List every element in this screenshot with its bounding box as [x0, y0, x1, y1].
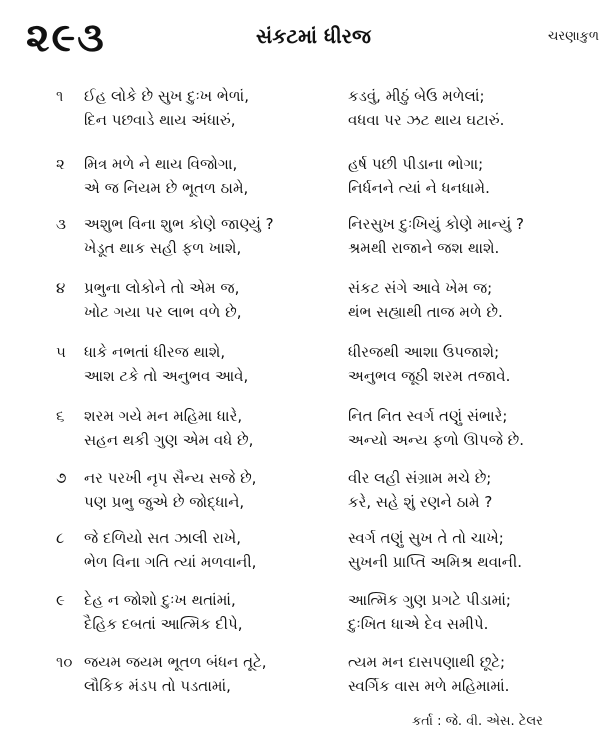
- tune-name: ચરણાકુળ: [548, 29, 599, 44]
- verse-line: [0, 300, 600, 324]
- verse-line: [0, 340, 600, 364]
- verse-line: [0, 276, 600, 300]
- verse-line: [0, 364, 600, 388]
- verse-line-left: પણ પ્રભુ જુએ છે જોદ્ધાને,: [84, 493, 245, 511]
- verse-line-right: કડવું, મીઠું બેઉ મળેલાં;: [348, 87, 485, 105]
- verse-line-right: દુઃખિત ધાએ દેવ સમીપે.: [348, 615, 489, 633]
- verse-number: ૪: [56, 279, 66, 297]
- verse-line-left: ખોટ ગયા પર લાભ વળે છે,: [84, 303, 242, 321]
- verse-number: ૧: [56, 87, 64, 105]
- verse-line-left: પ્રભુના લોકોને તો એમ જ,: [84, 279, 240, 297]
- author-credit: કર્તા : જે. વી. એસ. ટેલર: [412, 714, 543, 729]
- verse-number: ૬: [56, 407, 65, 425]
- verse-line-right: ત્યમ મન દાસપણાથી છૂટે;: [348, 653, 506, 671]
- hymn-title: સંકટમાં ધીરજ: [256, 24, 371, 48]
- verse-number: ૨: [56, 155, 65, 173]
- hymn-number: ૨૯૩: [26, 15, 106, 61]
- verse-line: [0, 152, 600, 176]
- verse-number: ૮: [56, 529, 65, 547]
- verse-line-right: નિત નિત સ્વર્ગ તણું સંભારે;: [348, 407, 508, 425]
- verse-line: [0, 108, 600, 132]
- verse: [0, 650, 600, 698]
- verse-line-right: થંભ સહ્યાથી તાજ મળે છે.: [348, 303, 503, 321]
- verse-line-left: એ જ નિયમ છે ભૂતળ ઠામે,: [84, 179, 249, 197]
- verse-line-right: ધીરજથી આશા ઉપજાશે;: [348, 343, 500, 361]
- verse-number: ૫: [56, 343, 66, 361]
- verse-line-left: દિન પછવાડે થાય અંધારું,: [84, 111, 236, 129]
- verse: [0, 588, 600, 636]
- verse: [0, 526, 600, 574]
- verse-line-left: મિત્ર મળે ને થાય વિજોગા,: [84, 155, 238, 173]
- verse-line: [0, 212, 600, 236]
- verse-line: [0, 466, 600, 490]
- verse: [0, 466, 600, 514]
- verse-line-left: નર પરખી નૃપ સૈન્ય સજે છે,: [84, 469, 257, 487]
- verse-line-right: વીર લહી સંગ્રામ મચે છે;: [348, 469, 492, 487]
- verse-line-right: સંકટ સંગે આવે ખેમ જ;: [348, 279, 493, 297]
- verse-line-left: લૌકિક મંડપ તો પડતામાં,: [84, 677, 231, 695]
- verse-line: [0, 588, 600, 612]
- verse-line: [0, 404, 600, 428]
- verse-line-right: નિર્ધનને ત્યાં ને ધનધામે.: [348, 179, 490, 197]
- verse: [0, 340, 600, 388]
- verse: [0, 84, 600, 132]
- verse-line: [0, 550, 600, 574]
- verse-number: ૧૦: [56, 653, 73, 671]
- verse-number: ૯: [56, 591, 65, 609]
- verse-line: [0, 490, 600, 514]
- verse-line: [0, 526, 600, 550]
- verse-line-right: વધવા પર ઝટ થાય ઘટારું.: [348, 111, 505, 129]
- verse-line-left: દૈહિક દબતાં આત્મિક દીપે,: [84, 615, 243, 633]
- verse-line-right: નિરસુખ દુઃખિયું કોણે માન્યું ?: [348, 215, 525, 233]
- verse: [0, 276, 600, 324]
- verse: [0, 212, 600, 260]
- verse-line: [0, 236, 600, 260]
- verse-line-right: સુખની પ્રાપ્તિ અમિશ્ર થવાની.: [348, 553, 523, 571]
- verse-line: [0, 176, 600, 200]
- verse-line-left: દેહ ન જોશો દુઃખ થતાંમાં,: [84, 591, 236, 609]
- verse-line-right: અનુભવ જૂઠી શરમ તજાવે.: [348, 367, 511, 385]
- verse-line: [0, 84, 600, 108]
- verse-line-left: ધાકે નભતાં ધીરજ થાશે,: [84, 343, 226, 361]
- verse-line-right: આત્મિક ગુણ પ્રગટે પીડામાં;: [348, 591, 511, 609]
- verse-line-right: સ્વર્ગિક વાસ મળે મહિમામાં.: [348, 677, 510, 695]
- verse-line-left: જે દળિયો સત ઝાલી રાખે,: [84, 529, 242, 547]
- verse-line-right: હર્ષ પછી પીડાના ભોગા;: [348, 155, 484, 173]
- verse-line-left: શરમ ગયે મન મહિમા ધારે,: [84, 407, 243, 425]
- verse-line-left: આશ ટકે તો અનુભવ આવે,: [84, 367, 249, 385]
- verse-number: ૭: [56, 469, 67, 487]
- verse-line-left: ભેળ વિના ગતિ ત્યાં મળવાની,: [84, 553, 257, 571]
- verse-line-left: સહન થકી ગુણ એમ વધે છે,: [84, 431, 254, 449]
- verse-line-right: શ્રમથી રાજાને જશ થાશે.: [348, 239, 500, 257]
- verse-line-right: સ્વર્ગ તણું સુખ તે તો ચાખે;: [348, 529, 504, 547]
- verse-line-left: ઈહ લોકે છે સુખ દુઃખ ભેળાં,: [84, 87, 250, 105]
- verse-line: [0, 674, 600, 698]
- verse-line-left: જયમ જયમ ભૂતળ બંધન તૂટે,: [84, 653, 267, 671]
- verse: [0, 152, 600, 200]
- verse-number: ૩: [56, 215, 66, 233]
- verse-line: [0, 428, 600, 452]
- verse-line-right: અન્યો અન્ય ફળો ઊપજે છે.: [348, 431, 525, 449]
- verse: [0, 404, 600, 452]
- verse-line-right: કરે, સહે શું રણને ઠામે ?: [348, 493, 493, 511]
- verse-line: [0, 612, 600, 636]
- verse-line-left: અશુભ વિના શુભ કોણે જાણ્યું ?: [84, 215, 274, 233]
- verse-line: [0, 650, 600, 674]
- verse-line-left: ખેડૂત થાક સહી ફળ ખાશે,: [84, 239, 242, 257]
